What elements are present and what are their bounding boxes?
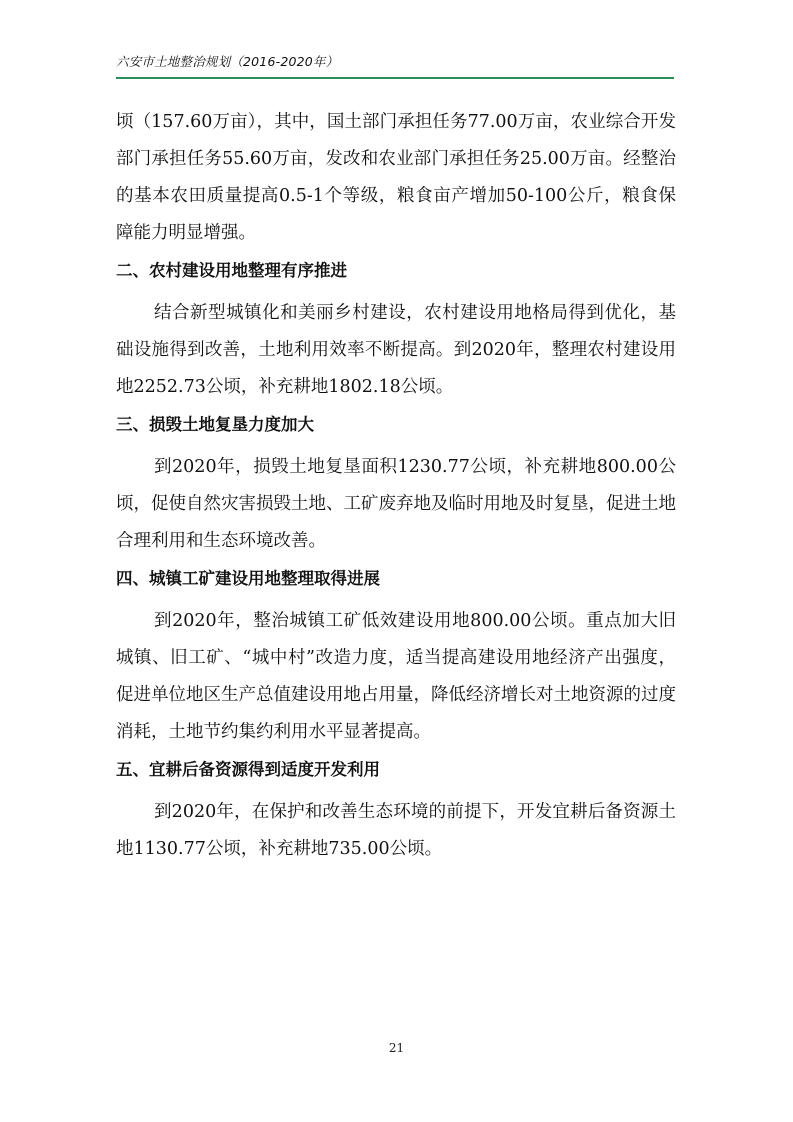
section-heading-damaged-land-reclamation: 三、损毁土地复垦力度加大	[116, 415, 314, 434]
header-divider	[116, 77, 674, 79]
paragraph-urban-industrial-land: 到2020年，整治城镇工矿低效建设用地800.00公顷。重点加大旧城镇、旧工矿、“城中村”改造力度，适当提高建设用地经济产出强度，促进单位地区生产总值建设用地占用量，降低经济增长对土地资源的过度消耗，土地节约集约利用水平显著提高。	[116, 611, 676, 742]
paragraph-reserve-farmland-resources: 到2020年，在保护和改善生态环境的前提下，开发宜耕后备资源土地1130.77公顷，补充耕地735.00公顷。	[116, 802, 676, 859]
page-number: 21	[388, 1041, 405, 1055]
section-heading-rural-construction-land: 二、农村建设用地整理有序推进	[116, 261, 347, 280]
paragraph-rural-construction-land: 结合新型城镇化和美丽乡村建设，农村建设用地格局得到优化，基础设施得到改善，土地利用效率不断提高。到2020年，整理农村建设用地2252.73公顷，补充耕地1802.18公顷。	[116, 303, 676, 397]
section-heading-reserve-farmland-resources: 五、宜耕后备资源得到适度开发利用	[116, 760, 380, 779]
document-body	[116, 104, 676, 868]
paragraph-damaged-land-reclamation: 到2020年，损毁土地复垦面积1230.77公顷，补充耕地800.00公顷，促使自然灾害损毁土地、工矿废弃地及临时用地及时复垦，促进土地合理利用和生态环境改善。	[116, 457, 676, 551]
paragraph-continuation: 顷（157.60万亩），其中，国土部门承担任务77.00万亩，农业综合开发部门承担任务55.60万亩，发改和农业部门承担任务25.00万亩。经整治的基本农田质量提高0.5-1个等级，粮食亩产增加50-100公斤，粮食保障能力明显增强。	[116, 112, 676, 243]
running-header: 六安市土地整治规划（2016-2020年）	[116, 54, 339, 69]
section-heading-urban-industrial-land: 四、城镇工矿建设用地整理取得进展	[116, 569, 380, 588]
